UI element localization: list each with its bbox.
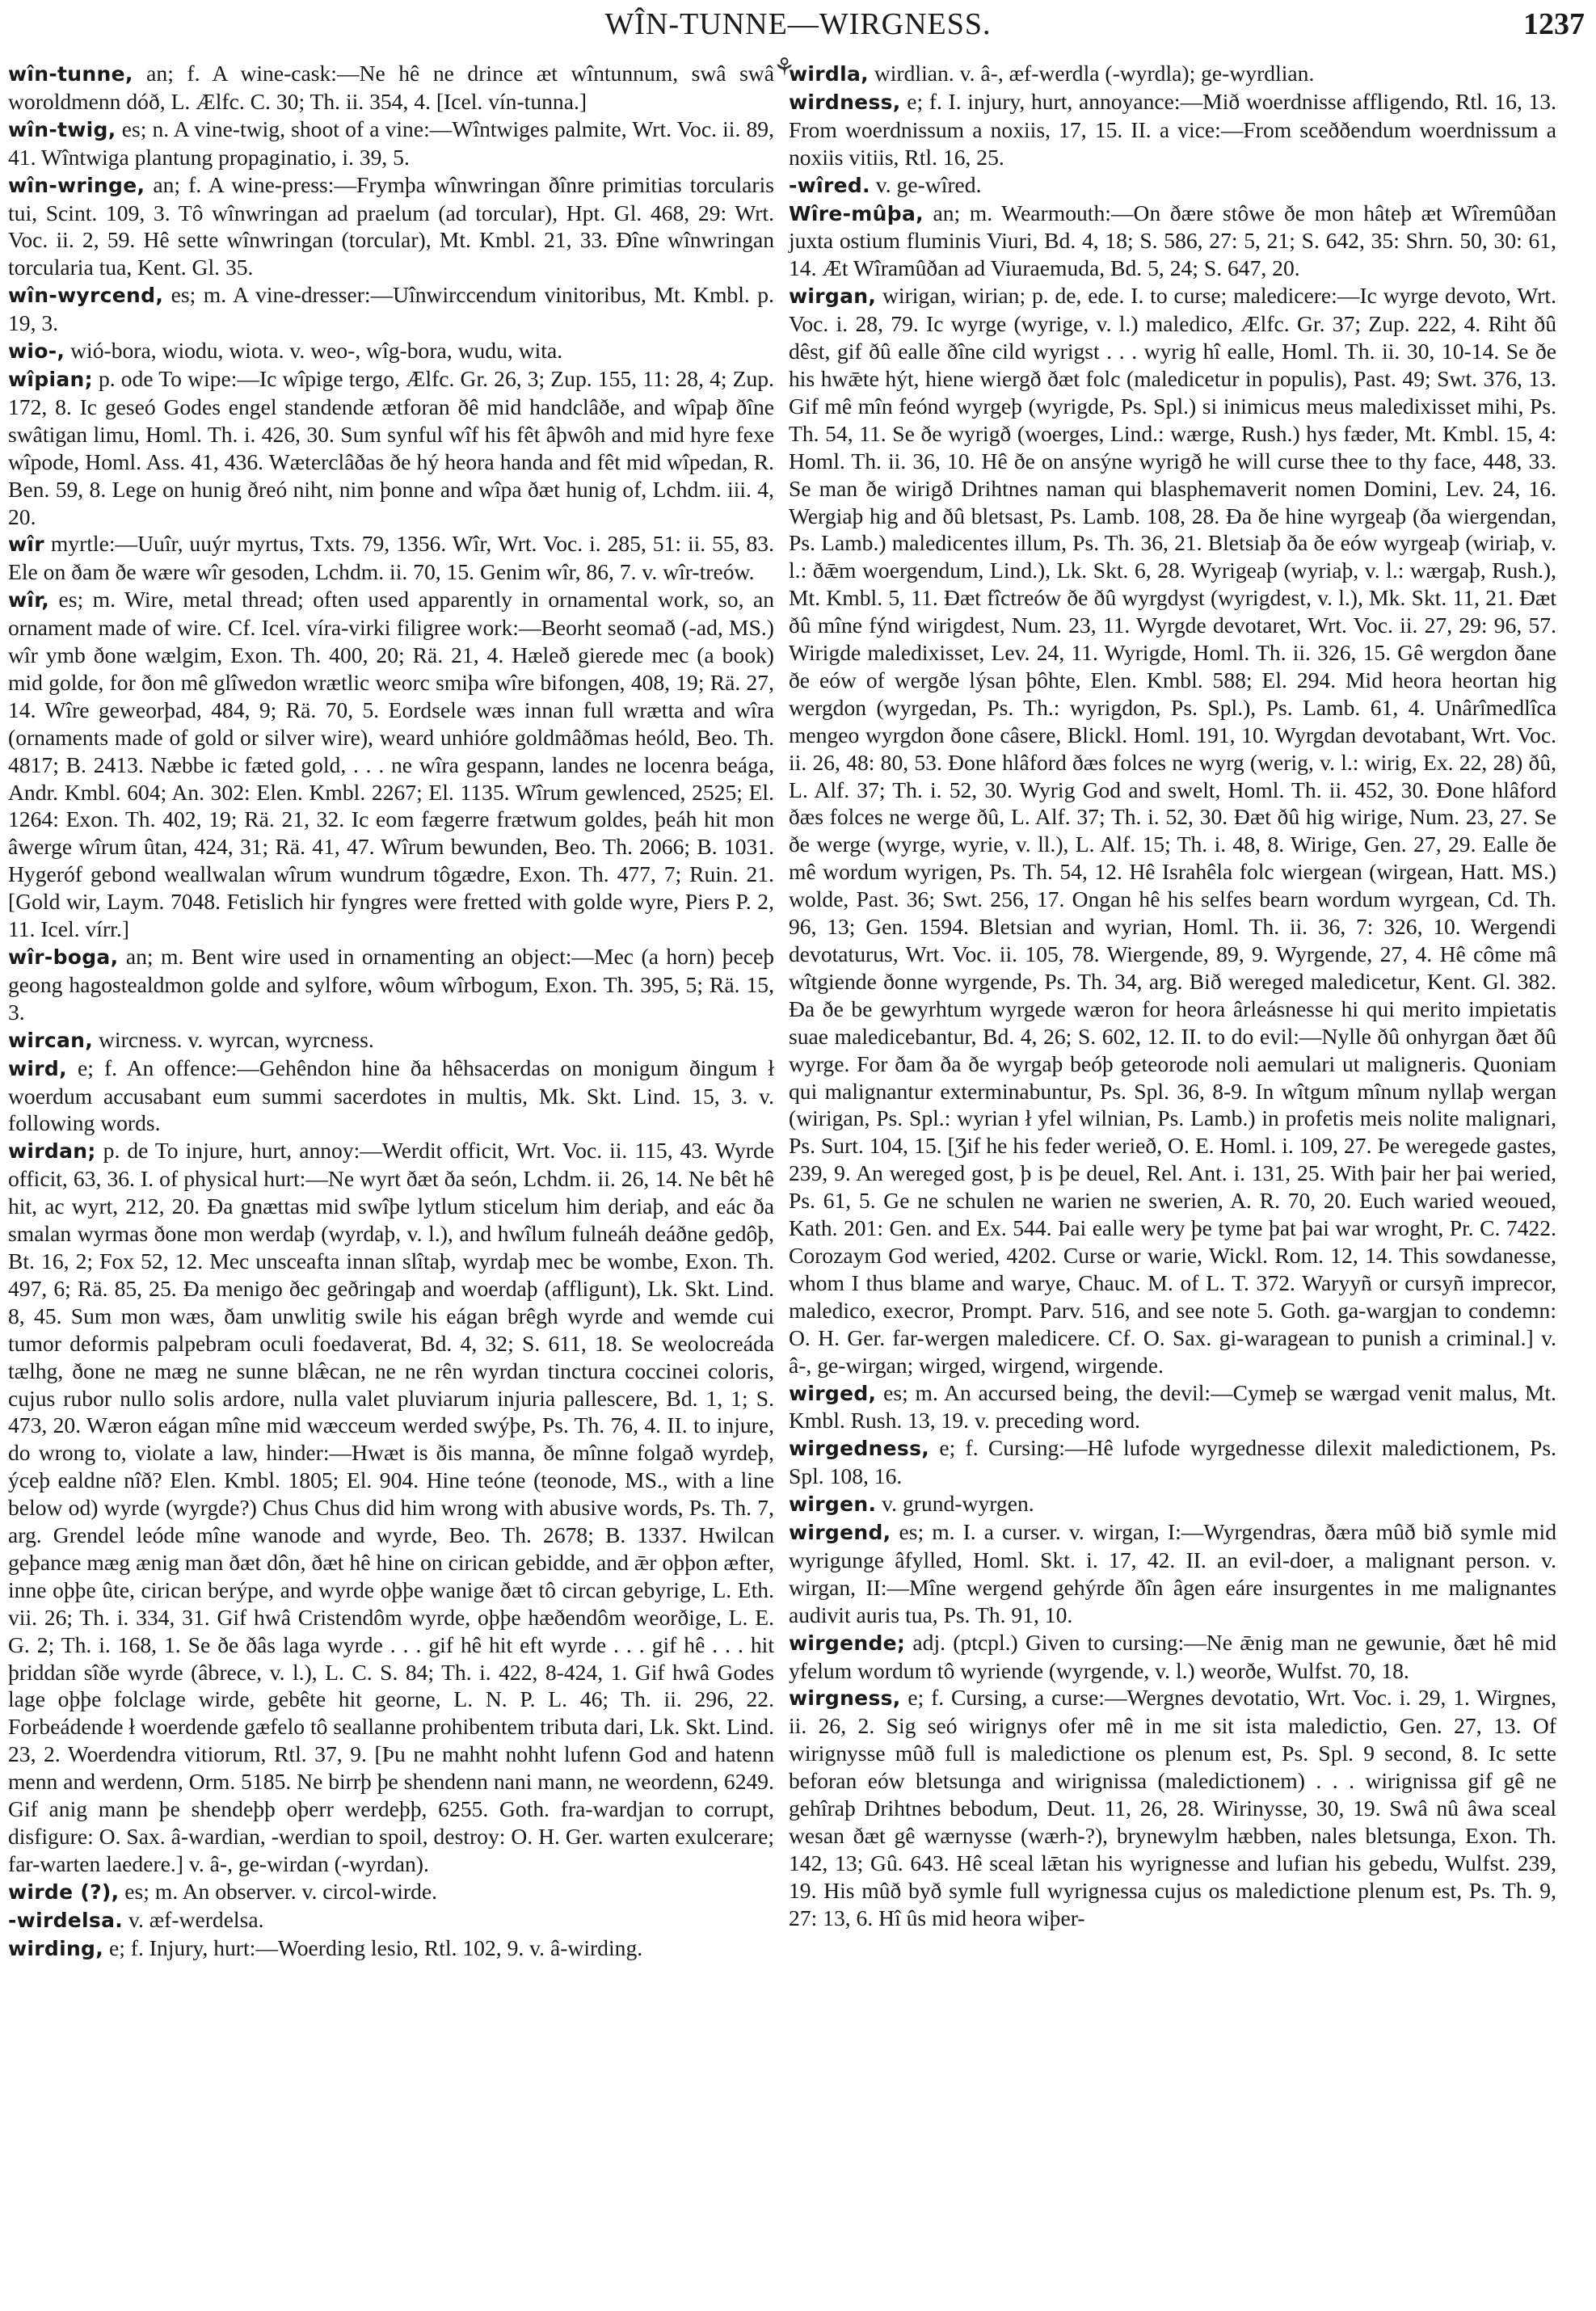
entry-definition: e; f. Injury, hurt:—Woerding lesio, Rtl. 102, 9. v. â-wirding. <box>103 1934 643 1960</box>
dictionary-entry <box>8 943 774 1026</box>
dictionary-entry <box>8 1026 774 1054</box>
entry-headword: wîn-tunne, <box>8 62 133 86</box>
entry-definition: p. de To injure, hurt, annoy:—Werdit officit, Wrt. Voc. ii. 115, 43. Wyrde officit, 63, 36. I. of physical hurt:—Ne wyrt ðæt ða seón, Lchdm. ii. 26, 14. Ne bêt hê hit, ac wyrt, 212, 20. Ða gnættas mid swîþe lytlum sticelum him deriaþ, and eác ða smalan wyrmas ðone mon werdaþ (wyrdaþ, v. l.), and hwîlum fulneáh deáðne gedôþ, Bt. 16, 2; Fox 52, 12. Mec unsceafta innan slîtaþ, wyrdaþ mec be wombe, Exon. Th. 497, 6; Rä. 85, 25. Ða menigo ðec geðringaþ and woerdaþ (affligunt), Lk. Skt. Lind. 8, 45. Sum mon wæs, ðam unwlitig swile his eágan brêgh wyrde and wemde cui tumor deformis palpebram oculi foedaverat, Bd. 4, 32; S. 611, 18. Se weolocreáda tælhg, ðone ne mæg ne sunne blæ̂can, ne ne rên wyrdan tinctura coccinei coloris, cujus rubor nullo solis ardore, nulla valet pluviarum injuria pallescere, Bd. 1, 1; S. 473, 20. Wæron eágan mîne mid wæcceum werded swýþe, Ps. Th. 76, 4. II. to injure, do wrong to, violate a law, hinder:—Hwæt is ðis manna, ðe mînne folgað wyrdeþ, ýceþ ealdne nîð? Elen. Kmbl. 1805; El. 904. Hine teóne (teonode, MS., with a line below od) wyrde (wyrgde?) Chus Chus did him wrong with abusive words, Ps. Th. 7, arg. Grendel leóde mîne wanode and wyrde, Beo. Th. 2678; B. 1337. Hwilcan geþance mæg ænig man ðæt dôn, ðæt hê hine on cirican gebidde, and ǣr oþþon æfter, inne oþþe ûte, cirican berýpe, and wyrde oþþe wanige ðæt tô circan gebyrige, L. Eth. vii. 26; Th. i. 334, 31. Gif hwâ Cristendôm wyrde, oþþe hæðendôm weorðige, L. E. G. 2; Th. i. 168, 1. Se ðe ðâs laga wyrde . . . gif hê hit eft wyrde . . . gif hê . . . hit þriddan sîðe wyrde (âbrece, v. l.), L. C. S. 84; Th. i. 422, 8-424, 1. Gif hwâ Godes lage oþþe folclage wirde, gebête hit georne, L. N. P. L. 46; Th. ii. 296, 22. Forbeádende ł woerdende gæfelo tô seallanne prohibentem tributa dari, Lk. Skt. Lind. 23, 2. Woerdendra vitiorum, Rtl. 37, 9. [Þu ne mahht nohht lufenn God and hatenn menn and werdenn, Orm. 5185. Ne birrþ þe shendenn nani mann, ne weordenn, 6249. Gif anig mann þe shendeþþ oþerr werdeþþ, 6255. Goth. fra-wardjan to corrupt, disfigure: O. Sax. â-wardian, -werdian to spoil, destroy: O. H. Ger. warten exulcerare; far-warten laedere.] v. â-, ge-wirdan (-wyrdan). <box>8 1138 774 1876</box>
entry-headword: wirgend, <box>789 1521 891 1545</box>
left-column <box>8 60 774 1963</box>
dictionary-entry <box>8 365 774 530</box>
dictionary-entry <box>8 60 774 116</box>
entry-headword: wirgende; <box>789 1631 906 1655</box>
dictionary-entry <box>8 281 774 337</box>
dictionary-entry <box>8 1054 774 1138</box>
entry-headword: wirdla, <box>789 62 869 86</box>
entry-headword: wird, <box>8 1056 67 1080</box>
dictionary-entry <box>8 1906 774 1934</box>
entry-headword: wirdness, <box>789 90 901 114</box>
entry-definition: v. æf-werdelsa. <box>123 1906 264 1932</box>
running-title: WÎN-TUNNE—WIRGNESS. <box>604 7 992 41</box>
entry-headword: -wîred. <box>789 173 870 197</box>
entry-definition: es; m. I. a curser. v. wirgan, I:—Wyrgendras, ðæra mûð bið symle mid wyrigunge âfylled, Homl. Skt. i. 17, 42. II. an evil-doer, a malignant person. v. wirgan, II:—Mîne wergend gehýrde ðîn âgen eáre insurgentes in me malignantes audivit auris tua, Ps. Th. 91, 10. <box>789 1519 1556 1627</box>
entry-headword: wirgedness, <box>789 1437 930 1461</box>
page-number: 1237 <box>1523 7 1585 41</box>
entry-definition: adj. (ptcpl.) Given to cursing:—Ne ǣnig man ne gewunie, ðæt hê mid yfelum wordum tô wyriende (wyrgende, v. l.) weorðe, Wulfst. 70, 18. <box>789 1629 1556 1683</box>
entry-headword: Wîre-mûþa, <box>789 201 924 225</box>
page-header <box>0 6 1596 55</box>
entry-headword: wîn-wringe, <box>8 173 145 197</box>
entry-headword: wîr-boga, <box>8 945 119 969</box>
entry-headword: wirgen. <box>789 1492 877 1517</box>
entry-headword: wîn-twig, <box>8 117 116 141</box>
dictionary-entry <box>789 1490 1556 1518</box>
entry-definition: wirdlian. v. â-, æf-werdla (-wyrdla); ge-wyrdlian. <box>868 61 1315 86</box>
dictionary-entry <box>8 1934 774 1963</box>
dictionary-entry <box>789 1379 1556 1435</box>
entry-definition: an; f. A wine-cask:—Ne hê ne drince æt wîntunnum, swâ swâ woroldmenn dóð, L. Ælfc. C. 30; Th. ii. 354, 4. [Icel. vín-tunna.] <box>8 61 774 114</box>
entry-definition: myrtle:—Uuîr, uuýr myrtus, Txts. 79, 1356. Wîr, Wrt. Voc. i. 285, 51: ii. 55, 83. Ele on ðam ðe wære wîr gesoden, Lchdm. ii. 70, 15. Genim wîr, 86, 7. v. wîr-treów. <box>8 531 774 585</box>
column-ornament-icon: ⚘ <box>773 54 795 81</box>
entry-headword: wîpian; <box>8 367 93 391</box>
dictionary-entry <box>789 1434 1556 1490</box>
entry-headword: wirde (?), <box>8 1880 120 1904</box>
dictionary-entry <box>8 337 774 365</box>
entry-definition: es; m. An accursed being, the devil:—Cymeþ se wærgad venit malus, Mt. Kmbl. Rush. 13, 19. v. preceding word. <box>789 1379 1556 1433</box>
dictionary-entry <box>789 200 1556 283</box>
dictionary-entry <box>789 1518 1556 1629</box>
dictionary-entry <box>789 1684 1556 1931</box>
entry-definition: v. ge-wîred. <box>870 171 982 197</box>
entry-definition: wió-bora, wiodu, wiota. v. weo-, wîg-bora, wudu, wita. <box>65 338 563 364</box>
entry-definition: v. grund-wyrgen. <box>876 1491 1034 1517</box>
entry-headword: wirged, <box>789 1381 877 1405</box>
entry-definition: es; m. A vine-dresser:—Uînwirccendum vinitoribus, Mt. Kmbl. p. 19, 3. <box>8 282 774 336</box>
entry-headword: wirgan, <box>789 284 877 309</box>
entry-definition: es; n. A vine-twig, shoot of a vine:—Wîntwiges palmite, Wrt. Voc. ii. 89, 41. Wîntwiga plantung propaginatio, i. 39, 5. <box>8 116 774 170</box>
entry-definition: e; f. I. injury, hurt, annoyance:—Mið woerdnisse affligendo, Rtl. 16, 13. From woerdnissum a noxiis, 17, 15. II. a vice:—From sceððendum woerdnissum a noxiis vitiis, Rtl. 16, 25. <box>789 88 1556 170</box>
entry-headword: wîr <box>8 532 44 557</box>
dictionary-entry <box>789 60 1556 88</box>
dictionary-entry <box>8 586 774 943</box>
dictionary-entry <box>8 530 774 586</box>
entry-headword: wircan, <box>8 1028 94 1052</box>
entry-definition: es; m. Wire, metal thread; often used apparently in ornamental work, so, an ornament made of wire. Cf. Icel. víra-virki filigree work:—Beorht seomað (-ad, MS.) wîr ymb ðone wælgim, Exon. Th. 400, 20; Rä. 21, 4. Hæleð gierede mec (a book) mid golde, for ðon mê glîwedon wrætlic weorc smiþa wîre bifongen, 408, 19; Rä. 27, 14. Wîre geweorþad, 484, 9; Rä. 70, 5. Eordsele wæs innan full wrætta and wîra (ornaments made of gold or silver wire), weard unhióre goldmâðmas heóld, Beo. Th. 4817; B. 2413. Næbbe ic fæted gold, . . . ne wîra gespann, landes ne locenra beága, Andr. Kmbl. 604; An. 302: Elen. Kmbl. 2267; El. 1135. Wîrum gewlenced, 2525; El. 1264: Exon. Th. 402, 19; Rä. 21, 32. Ic eom fægerre frætwum goldes, þeáh hit mon âwerge wîrum ûtan, 424, 31; Rä. 41, 47. Wîrum bewunden, Beo. Th. 2066; B. 1031. Hygeróf gebond weallwalan wîrum wundrum tôgædre, Exon. Th. 477, 7; Ruin. 21. [Gold wir, Laym. 7048. Fetislich hir fyngres were fretted with golde wyre, Piers P. 2, 11. Icel. vírr.] <box>8 587 774 942</box>
entry-headword: wîr, <box>8 588 50 612</box>
entry-definition: p. ode To wipe:—Ic wîpige tergo, Ælfc. Gr. 26, 3; Zup. 155, 11: 28, 4; Zup. 172, 8. Ic geseó Godes engel standende ætforan ðê mid handclâðe, and wîpaþ ðîne swâtigan limu, Homl. Th. i. 426, 30. Sum synful wîf his fêt âþwôh and mid hyre fexe wîpode, Homl. Ass. 41, 436. Wæterclâðas ðe hý heora handa and fêt mid wîpedan, R. Ben. 59, 8. Lege on hunig ðreó niht, nim þonne and wîpa ðæt hunig of, Lchdm. iii. 4, 20. <box>8 365 774 529</box>
dictionary-entry <box>789 1629 1556 1685</box>
entry-definition: e; f. Cursing:—Hê lufode wyrgednesse dilexit maledictionem, Ps. Spl. 108, 16. <box>789 1435 1556 1489</box>
entry-headword: wirdan; <box>8 1139 96 1164</box>
entry-definition: an; m. Bent wire used in ornamenting an object:—Mec (a horn) þeceþ geong hagostealdmon golde and sylfore, wôum wîrbogum, Exon. Th. 395, 5; Rä. 15, 3. <box>8 944 774 1025</box>
dictionary-entry <box>8 1137 774 1877</box>
entry-headword: wio-, <box>8 339 65 364</box>
entry-definition: e; f. An offence:—Gehêndon hine ða hêhsacerdas on monigum ðingum ł woerdum accusabant eum summi sacerdotes in multis, Mk. Skt. Lind. 15, 3. v. following words. <box>8 1054 774 1136</box>
right-column <box>789 60 1556 1932</box>
entry-definition: es; m. An observer. v. circol-wirde. <box>119 1878 438 1904</box>
dictionary-entry <box>789 282 1556 1379</box>
entry-definition: wirigan, wirian; p. de, ede. I. to curse; maledicere:—Ic wyrge devoto, Wrt. Voc. i. 28, 79. Ic wyrge (wyrige, v. l.) maledico, Ælfc. Gr. 37; Zup. 222, 4. Riht ðû dêst, gif ðû ealle ðîne cild wyrigst . . . wyrig hî ealle, Homl. Th. ii. 30, 10-14. Se ðe his hwǣte hýt, hiene wiergð ðæt folc (maledicetur in populis), Past. 49; Swt. 376, 13. Gif mê mîn feónd wyrgeþ (wyrigde, Ps. Spl.) si inimicus meus maledixisset mihi, Ps. Th. 54, 11. Se ðe wyrigð (woerges, Lind.: wærge, Rush.) hys fæder, Mt. Kmbl. 15, 4: Homl. Th. ii. 36, 10. Hê ðe on ansýne wyrigð he will curse thee to thy face, 448, 33. Se man ðe wirigð Drihtnes naman qui blasphemaverit nomen Domini, Lev. 24, 16. Wergiaþ hig and ðû bletsast, Ps. Lamb. 108, 28. Ða ðe hine wyrgeaþ (ða wiergendan, Ps. Lamb.) maledicentes illum, Ps. Th. 36, 21. Bletsiaþ ða ðe eów wyrgeaþ (wiriaþ, v. l.: ðǣm woergendum, Lind.), Lk. Skt. 6, 28. Wyrigeaþ (wyriaþ, v. l.: wærgaþ, Rush.), Mt. Kmbl. 5, 11. Ðæt fîctreów ðe ðû wyrgdyst (wyrigdest, v. l.), Mk. Skt. 11, 21. Ðæt ðû mîne fýnd wirigdest, Num. 23, 11. Wyrgde devotaret, Wrt. Voc. ii. 27, 29: 96, 57. Wirigde maledixisset, Lev. 24, 11. Wyrigde, Homl. Th. ii. 326, 15. Gê wergdon ðane ðe eów of wergðe lýsan þôhte, Elen. Kmbl. 588; El. 294. Mid heora heortan hig wergdon (wyrgedan, Ps. Th.: wyrigdon, Ps. Spl.), Ps. Lamb. 61, 4. Unârîmedlîca mengeo wyrgdon ðone câsere, Blickl. Homl. 191, 10. Wyrgdan devotabant, Wrt. Voc. ii. 26, 48: 80, 53. Ðone hlâford ðæs folces ne wyrg (werig, v. l.: wirig, Ex. 22, 28) ðû, L. Alf. 37; Th. i. 52, 30. Wyrig God and swelt, Homl. Th. ii. 452, 30. Ðone hlâford ðæs folces ne werge ðû, L. Alf. 37; Th. i. 52, 30. Ðæt ðû hig wirige, Num. 23, 27. Se ðe werge (wyrge, wyrie, v. ll.), L. Alf. 15; Th. i. 48, 8. Wirige, Gen. 27, 29. Ealle ðe mê wordum wyrigen, Ps. Th. 54, 12. Hê Israhêla folc wiergean (wirgean, Hatt. MS.) wolde, Past. 36; Swt. 256, 17. Ongan hê his selfes bearn wordum wyrgean, Cd. Th. 96, 13; Gen. 1594. Bletsian and wyrian, Homl. Th. ii. 36, 7: 326, 10. Wergendi devotaturus, Wrt. Voc. ii. 105, 78. Wiergende, 89, 9. Wyrgende, 27, 4. Hê côme mâ wîtgiende ðonne wyrgende, Ps. Th. 34, arg. Bið wereged maledicetur, Kent. Gl. 382. Ða ðe be gewyrhtum wyrgede wæron for heora ârleásnesse hi qui merito impietatis suae maledicebantur, Bd. 4, 26; S. 602, 12. II. to do evil:—Nylle ðû onhyrgan ðæt ðû wyrge. For ðam ða ðe wyrgaþ beóþ geteorode noli aemulari ut maligneris. Quoniam qui malignantur exterminabuntur, Ps. Spl. 36, 8-9. In wîtgum mînum nyllaþ wergan (wirigan, Ps. Spl.: wyrian ł yfel wilnian, Ps. Lamb.) in profetis meis nolite malignari, Ps. Surt. 104, 15. [Ʒif he his feder werieð, O. E. Homl. i. 109, 27. Þe weregede gastes, 239, 9. An wereged gost, þ is þe deuel, Rel. Ant. i. 131, 25. With þair her þai weried, Ps. 61, 5. Ge ne schulen ne warien ne swerien, A. R. 70, 20. Euch waried weoued, Kath. 201: Gen. and Ex. 544. Þai ealle wery þe tyme þat þai war wroght, Pr. C. 7422. Corozaym God weried, 4202. Curse or warie, Wickl. Rom. 12, 14. This sowdanesse, whom I thus blame and warye, Chauc. M. of L. T. 372. Waryyñ or cursyñ imprecor, maledico, execror, Prompt. Parv. 516, and see note 5. Goth. ga-wargjan to condemn: O. H. Ger. far-wergen maledicere. Cf. O. Sax. gi-waragean to punish a criminal.] v. â-, ge-wirgan; wirged, wirgend, wirgende. <box>789 283 1556 1378</box>
entry-headword: wirding, <box>8 1936 104 1960</box>
dictionary-entry <box>789 88 1556 171</box>
dictionary-entry <box>8 1878 774 1906</box>
entry-definition: an; f. A wine-press:—Frymþa wînwringan ðînre primitias torcularis tui, Scint. 109, 3. Tô wînwringan ad praelum (ad torcular), Hpt. Gl. 468, 29: Wrt. Voc. ii. 2, 59. Hê sette wînwringan (torcular), Mt. Kmbl. 21, 33. Ðîne wînwringan torcularia tua, Kent. Gl. 35. <box>8 171 774 280</box>
entry-headword: -wirdelsa. <box>8 1908 124 1932</box>
dictionary-entry <box>8 171 774 282</box>
entry-headword: wirgness, <box>789 1686 901 1711</box>
entry-definition: wircness. v. wyrcan, wyrcness. <box>93 1026 374 1052</box>
dictionary-entry <box>789 171 1556 200</box>
entry-definition: an; m. Wearmouth:—On ðære stôwe ðe mon hâteþ æt Wîremûðan juxta ostium fluminis Viuri, Bd. 4, 18; S. 586, 27: 5, 21; S. 642, 35: Shrn. 50, 30: 61, 14. Æt Wîramûðan ad Viuraemuda, Bd. 5, 24; S. 647, 20. <box>789 200 1556 281</box>
dictionary-entry <box>8 116 774 171</box>
entry-definition: e; f. Cursing, a curse:—Wergnes devotatio, Wrt. Voc. i. 29, 1. Wirgnes, ii. 26, 2. Sig seó wirignys ofer mê in me sit ista maledictio, Gen. 27, 13. Of wirignysse mûð full is maledictione os plenum est, Ps. Spl. 9 second, 8. Ic sette beforan eów bletsunga and wirignissa (maledictionem) . . . wirignissa gif gê ne gehîraþ Drihtnes bebodum, Deut. 11, 26, 28. Wirinysse, 30, 19. Swâ nû âwa sceal wesan ðæt gê wærnysse (wærh-?), brynewylm hæbben, nales bletsunga, Exon. Th. 142, 13; Gû. 643. Hê sceal lǣtan his wyrignesse and lufian his gebedu, Wulfst. 239, 19. His mûð byð symle full wyrignessa cujus os maledictione plenum est, Ps. Th. 9, 27: 13, 6. Hî ûs mid heora wiþer- <box>789 1685 1556 1930</box>
entry-headword: wîn-wyrcend, <box>8 284 164 308</box>
